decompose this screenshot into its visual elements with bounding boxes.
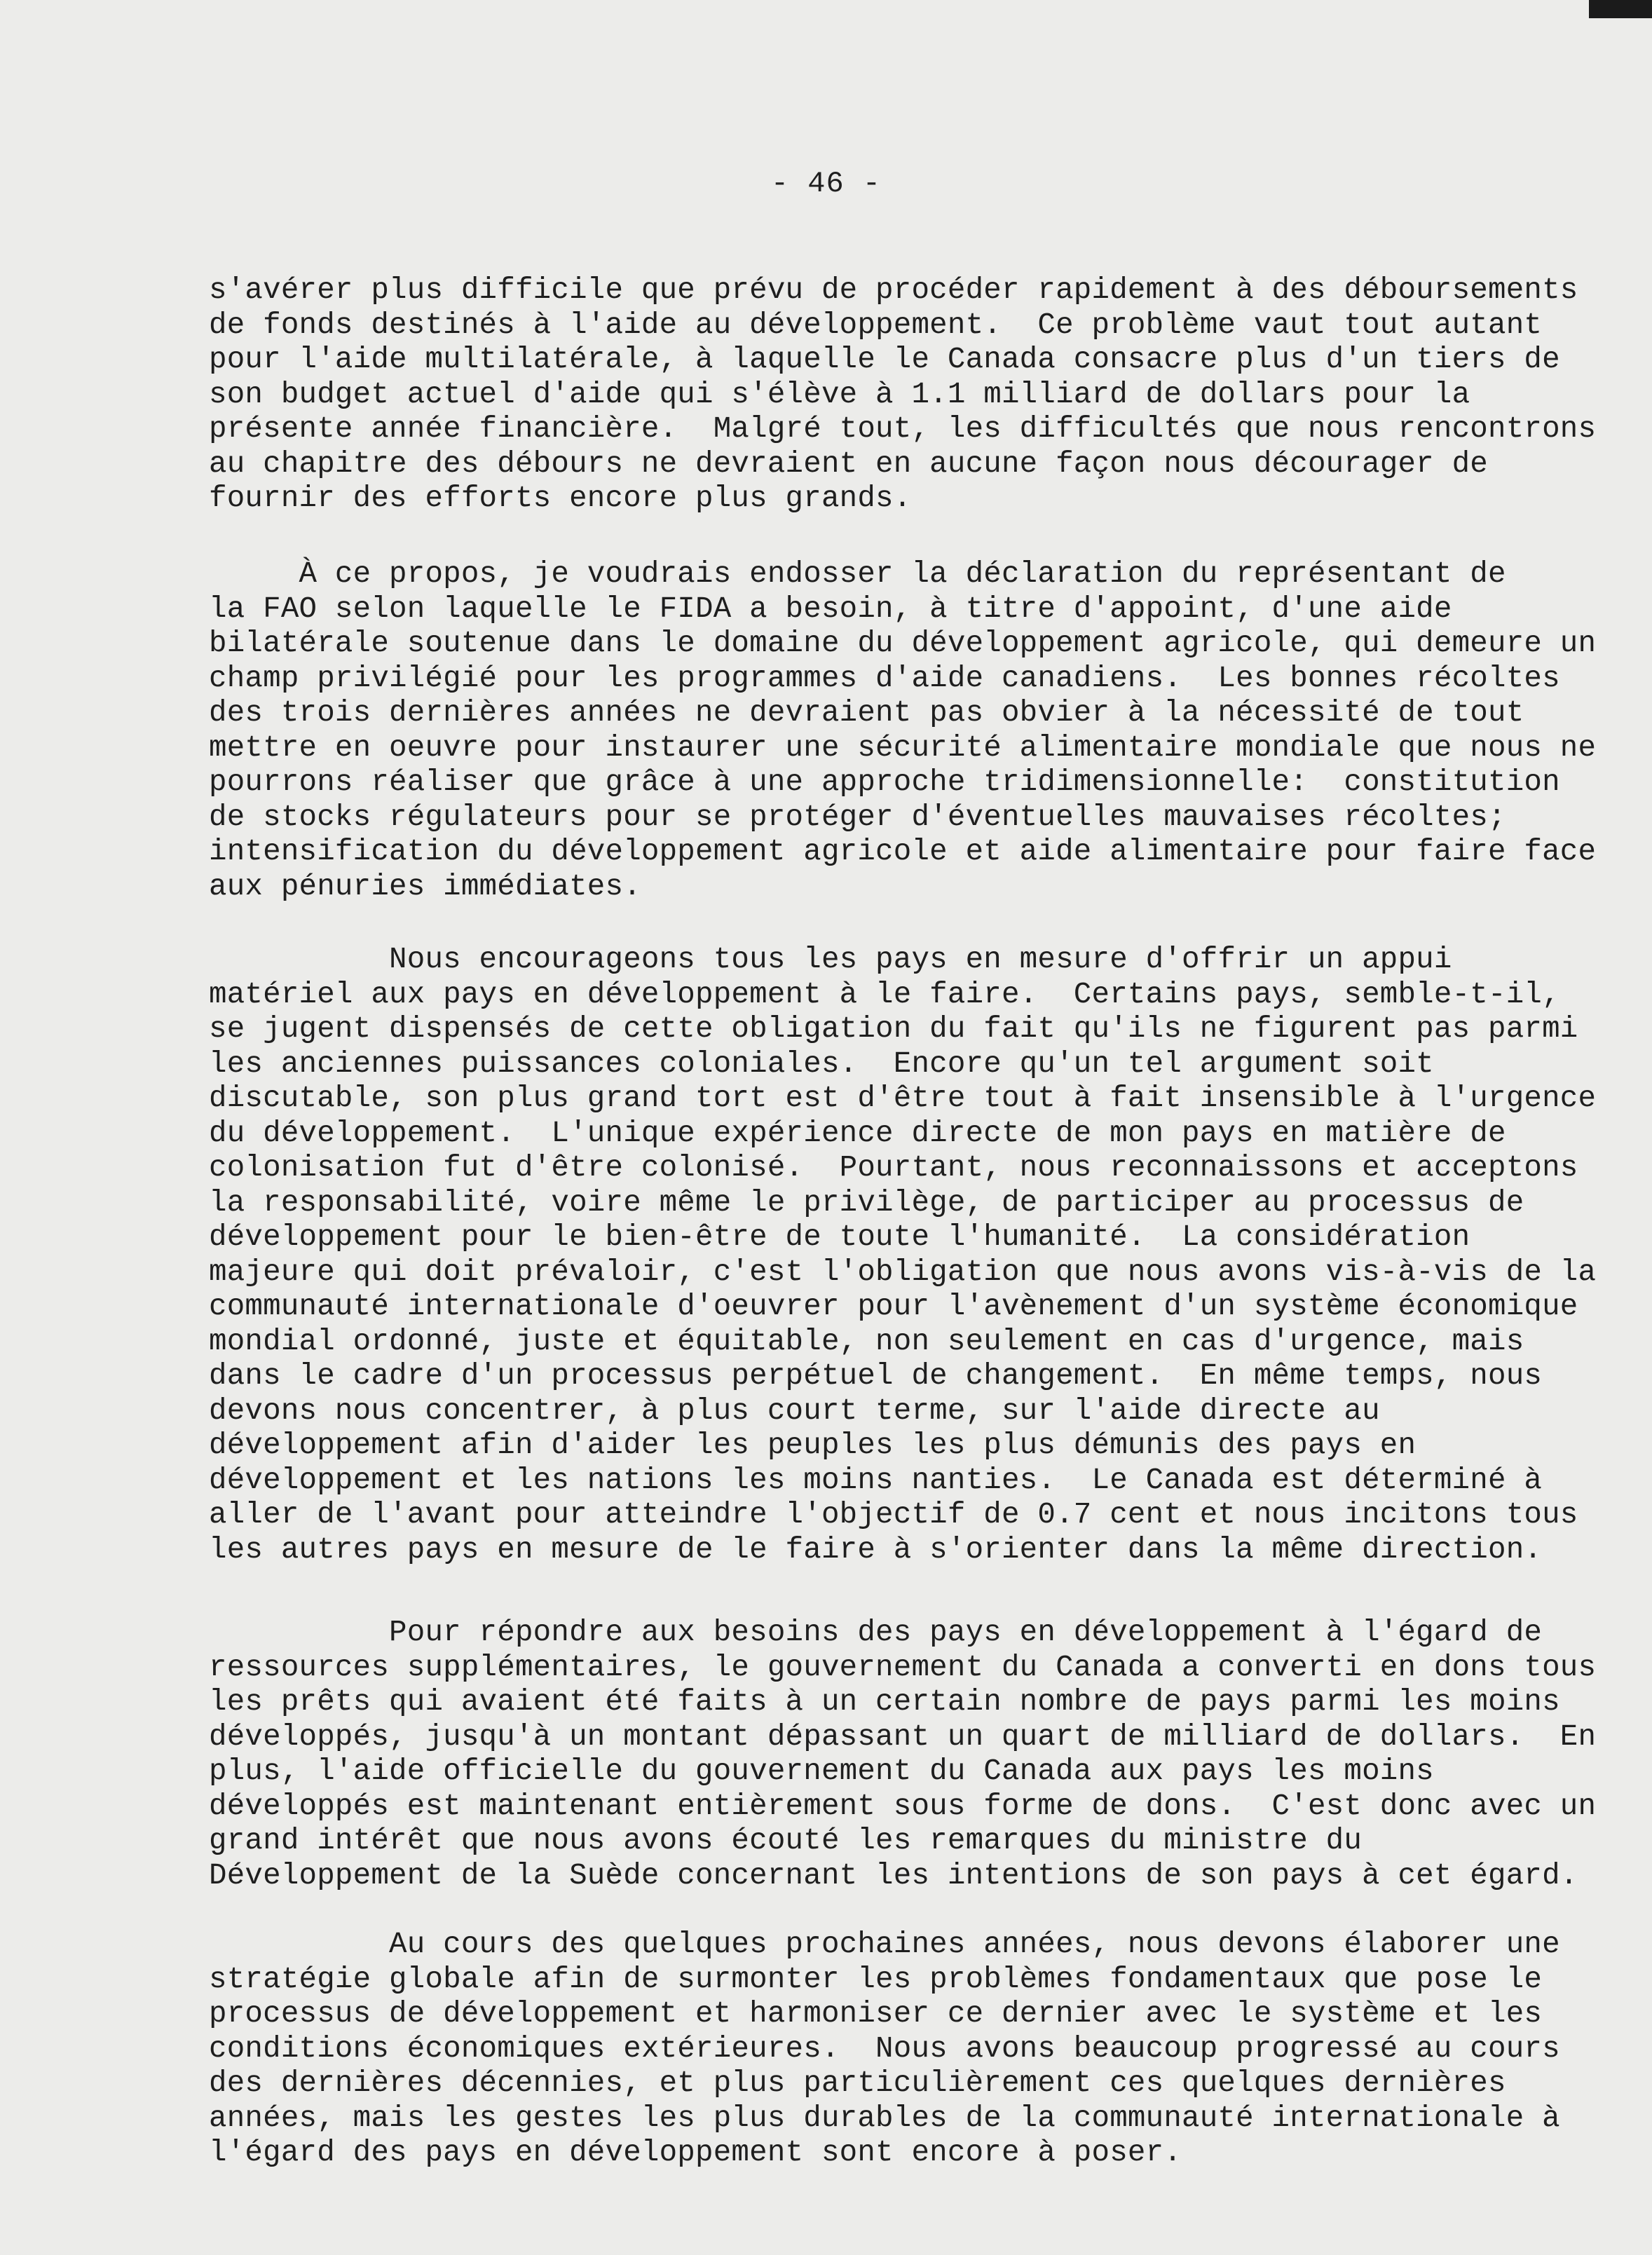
paragraph <box>209 273 1597 517</box>
text-line: présente année financière. Malgré tout, les difficultés que nous rencontrons <box>209 412 1597 446</box>
text-line: dans le cadre d'un processus perpétuel de changement. En même temps, nous <box>209 1359 1543 1393</box>
text-line: discutable, son plus grand tort est d'être tout à fait insensible à l'urgence <box>209 1082 1597 1115</box>
text-line: majeure qui doit prévaloir, c'est l'obligation que nous avons vis-à-vis de la <box>209 1255 1597 1289</box>
text-line: développement afin d'aider les peuples les plus démunis des pays en <box>209 1429 1417 1462</box>
text-line: bilatérale soutenue dans le domaine du développement agricole, qui demeure un <box>209 627 1597 660</box>
text-line: aller de l'avant pour atteindre l'objectif de 0.7 cent et nous incitons tous <box>209 1498 1578 1532</box>
text-line: développés, jusqu'à un montant dépassant un quart de milliard de dollars. En <box>209 1719 1597 1754</box>
text-line: la FAO selon laquelle le FIDA a besoin, à titre d'appoint, d'une aide <box>209 592 1452 626</box>
text-line: de stocks régulateurs pour se protéger d'éventuelles mauvaises récoltes; <box>209 800 1506 834</box>
text-line: s'avérer plus difficile que prévu de procéder rapidement à des déboursements <box>209 273 1578 307</box>
text-line: de fonds destinés à l'aide au développement. Ce problème vaut tout autant <box>209 308 1543 342</box>
text-line: les autres pays en mesure de le faire à s'orienter dans la même direction. <box>209 1532 1543 1567</box>
paragraph <box>209 1928 1562 2171</box>
page-number: - 46 - <box>770 167 882 200</box>
paragraph <box>209 1616 1597 1893</box>
text-line: les prêts qui avaient été faits à un certain nombre de pays parmi les moins <box>209 1685 1560 1719</box>
text-line: devons nous concentrer, à plus court terme, sur l'aide directe au <box>209 1394 1380 1428</box>
text-line: conditions économiques extérieures. Nous avons beaucoup progressé au cours <box>209 2031 1560 2066</box>
text-line: pour l'aide multilatérale, à laquelle le Canada consacre plus d'un tiers de <box>209 343 1560 376</box>
text-line: se jugent dispensés de cette obligation du fait qu'ils ne figurent pas parmi <box>209 1012 1578 1046</box>
text-line: mondial ordonné, juste et équitable, non seulement en cas d'urgence, mais <box>209 1324 1524 1358</box>
text-line: fournir des efforts encore plus grands. <box>209 482 912 515</box>
text-line: communauté internationale d'oeuvrer pour l'avènement d'un système économique <box>209 1290 1578 1323</box>
text-line: À ce propos, je voudrais endosser la déclaration du représentant de <box>209 557 1506 591</box>
text-line: Nous encourageons tous les pays en mesure d'offrir un appui <box>209 943 1452 976</box>
text-line: la responsabilité, voire même le privilège, de participer au processus de <box>209 1185 1524 1220</box>
text-line: stratégie globale afin de surmonter les problèmes fondamentaux que pose le <box>209 1962 1543 1996</box>
text-line: intensification du développement agricole et aide alimentaire pour faire face <box>209 835 1597 868</box>
text-line: au chapitre des débours ne devraient en aucune façon nous décourager de <box>209 447 1488 481</box>
text-line: du développement. L'unique expérience directe de mon pays en matière de <box>209 1116 1506 1150</box>
text-line: processus de développement et harmoniser ce dernier avec le système et les <box>209 1997 1543 2031</box>
text-line: plus, l'aide officielle du gouvernement du Canada aux pays les moins <box>209 1755 1434 1788</box>
text-line: ressources supplémentaires, le gouvernement du Canada a converti en dons tous <box>209 1650 1597 1684</box>
text-line: aux pénuries immédiates. <box>209 869 641 904</box>
text-line: son budget actuel d'aide qui s'élève à 1.1 milliard de dollars pour la <box>209 377 1470 411</box>
text-line: Au cours des quelques prochaines années, nous devons élaborer une <box>209 1928 1560 1961</box>
text-line: des trois dernières années ne devraient pas obvier à la nécessité de tout <box>209 696 1524 730</box>
text-line: l'égard des pays en développement sont encore à poser. <box>209 2136 1182 2169</box>
text-line: mettre en oeuvre pour instaurer une sécurité alimentaire mondiale que nous ne <box>209 730 1597 765</box>
text-line: années, mais les gestes les plus durables de la communauté internationale à <box>209 2101 1560 2135</box>
paragraph <box>209 557 1597 904</box>
text-line: pourrons réaliser que grâce à une approche tridimensionnelle: constitution <box>209 765 1560 799</box>
text-line: développement pour le bien-être de toute l'humanité. La considération <box>209 1220 1470 1254</box>
text-line: développés est maintenant entièrement sous forme de dons. C'est donc avec un <box>209 1789 1597 1823</box>
text-line: matériel aux pays en développement à le faire. Certains pays, semble-t-il, <box>209 977 1560 1011</box>
text-line: champ privilégié pour les programmes d'aide canadiens. Les bonnes récoltes <box>209 661 1560 695</box>
text-line: Pour répondre aux besoins des pays en développement à l'égard de <box>209 1616 1543 1649</box>
text-line: des dernières décennies, et plus particulièrement ces quelques dernières <box>209 2066 1506 2100</box>
text-line: les anciennes puissances coloniales. Encore qu'un tel argument soit <box>209 1047 1434 1081</box>
text-line: colonisation fut d'être colonisé. Pourtant, nous reconnaissons et acceptons <box>209 1151 1578 1185</box>
paragraph <box>209 943 1597 1567</box>
text-line: développement et les nations les moins nanties. Le Canada est déterminé à <box>209 1463 1543 1497</box>
text-line: grand intérêt que nous avons écouté les remarques du ministre du <box>209 1824 1363 1858</box>
text-line: Développement de la Suède concernant les intentions de son pays à cet égard. <box>209 1858 1578 1893</box>
scan-edge-shadow <box>1589 0 1652 18</box>
